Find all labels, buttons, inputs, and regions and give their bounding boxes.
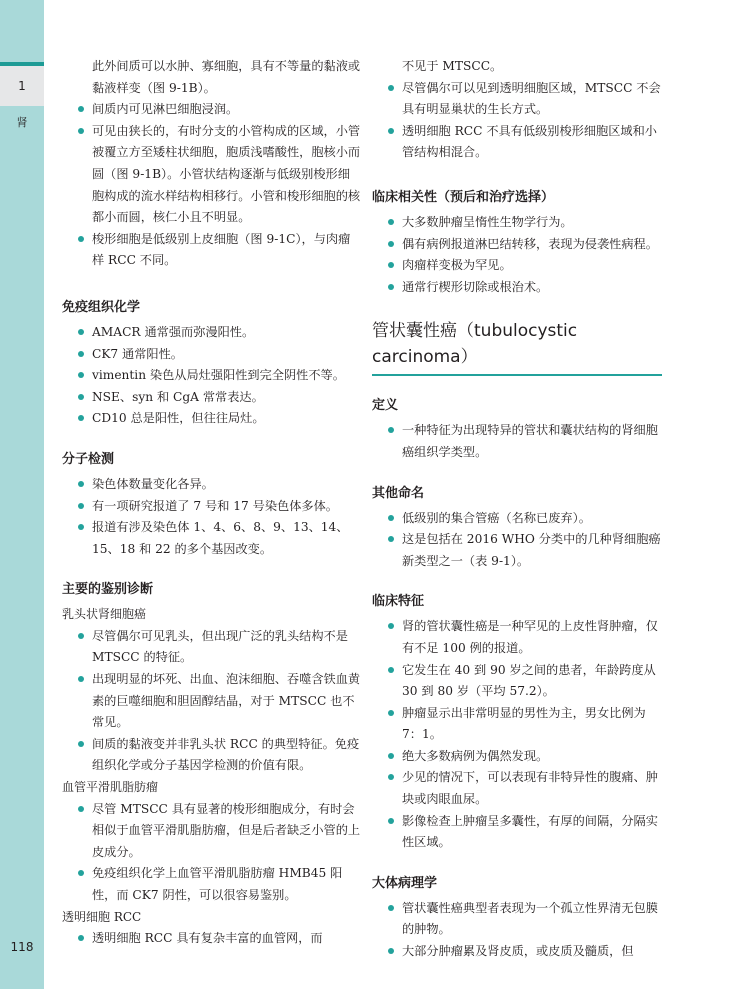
list-item: 一种特征为出现特异的管状和囊状结构的肾细胞癌组织学类型。 <box>372 420 662 463</box>
left-column <box>62 56 362 950</box>
continued-list <box>372 78 662 164</box>
molecular-list <box>62 474 362 560</box>
list-item: CD10 总是阳性，但往往局灶。 <box>62 408 362 430</box>
chapter-label: 肾 <box>16 116 28 129</box>
section-heading-definition: 定义 <box>372 398 399 414</box>
definition-list <box>372 420 662 463</box>
continued-text: 不见于 MTSCC。 <box>402 59 503 73</box>
list-item: 免疫组织化学上血管平滑肌脂肪瘤 HMB45 阳性，而 CK7 阴性，可以很容易鉴别。 <box>62 863 362 906</box>
clinical-features-list <box>372 616 662 854</box>
list-item: vimentin 染色从局灶强阳性到完全阴性不等。 <box>62 365 362 387</box>
section-heading-molecular: 分子检测 <box>62 451 115 467</box>
list-item: 绝大多数病例为偶然发现。 <box>372 746 662 768</box>
list-item: CK7 通常阳性。 <box>62 344 362 366</box>
list-item: 出现明显的坏死、出血、泡沫细胞、吞噬含铁血黄素的巨噬细胞和胆固醇结晶，对于 MTSCC 也不常见。 <box>62 669 362 734</box>
subheading-clear-cell: 透明细胞 RCC <box>62 909 142 924</box>
continued-text: 此外间质可以水肿、寡细胞，具有不等量的黏液或黏液样变（图 9-1B）。 <box>92 59 361 95</box>
list-item: 染色体数量变化各异。 <box>62 474 362 496</box>
section-heading-ihc: 免疫组织化学 <box>62 299 141 315</box>
list-item: AMACR 通常强而弥漫阳性。 <box>62 322 362 344</box>
list-item: 尽管偶尔可以见到透明细胞区域，MTSCC 不会具有明显巢状的生长方式。 <box>372 78 662 121</box>
list-item: 肉瘤样变极为罕见。 <box>372 255 662 277</box>
differential-list-clear-cell <box>62 928 362 950</box>
right-column <box>372 56 662 963</box>
clinical-relevance-list <box>372 212 662 298</box>
section-heading-clinical-features: 临床特征 <box>372 594 425 610</box>
differential-list-papillary <box>62 626 362 777</box>
chapter-number: 1 <box>18 79 26 93</box>
list-item: 这是包括在 2016 WHO 分类中的几种肾细胞癌新类型之一（表 9-1）。 <box>372 529 662 572</box>
list-item: NSE、syn 和 CgA 常常表达。 <box>62 387 362 409</box>
section-heading-clinical-relevance: 临床相关性（预后和治疗选择） <box>372 189 555 205</box>
ihc-list <box>62 322 362 430</box>
list-item: 梭形细胞是低级别上皮细胞（图 9-1C），与肉瘤样 RCC 不同。 <box>62 229 362 272</box>
list-item: 低级别的集合管癌（名称已废弃）。 <box>372 508 662 530</box>
chapter-sidebar <box>0 0 44 989</box>
chapter-tab[interactable] <box>0 62 44 106</box>
gross-pathology-list <box>372 898 662 963</box>
list-item: 它发生在 40 到 90 岁之间的患者，年龄跨度从 30 到 80 岁（平均 57.2）。 <box>372 660 662 703</box>
subheading-papillary: 乳头状肾细胞癌 <box>62 607 147 622</box>
list-item: 通常行楔形切除或根治术。 <box>372 277 662 299</box>
section-heading-gross-pathology: 大体病理学 <box>372 875 438 891</box>
list-item: 少见的情况下，可以表现有非特异性的腹痛、肿块或肉眼血尿。 <box>372 767 662 810</box>
list-item: 尽管 MTSCC 具有显著的梭形细胞成分，有时会相似于血管平滑肌脂肪瘤，但是后者缺乏小管的上皮成分。 <box>62 799 362 864</box>
other-names-list <box>372 508 662 573</box>
differential-list-angiomyolipoma <box>62 799 362 907</box>
page-number: 118 <box>10 940 34 954</box>
subheading-angiomyolipoma: 血管平滑肌脂肪瘤 <box>62 780 159 795</box>
list-item: 影像检查上肿瘤呈多囊性，有厚的间隔，分隔实性区域。 <box>372 811 662 854</box>
section-heading-other-names: 其他命名 <box>372 485 425 501</box>
intro-list <box>62 99 362 272</box>
list-item: 大多数肿瘤呈惰性生物学行为。 <box>372 212 662 234</box>
list-item: 报道有涉及染色体 1、4、6、8、9、13、14、15、18 和 22 的多个基因改变。 <box>62 517 362 560</box>
section-heading-differential: 主要的鉴别诊断 <box>62 582 154 598</box>
list-item: 透明细胞 RCC 不具有低级别梭形细胞区域和小管结构相混合。 <box>372 121 662 164</box>
list-item: 管状囊性癌典型者表现为一个孤立性界清无包膜的肿物。 <box>372 898 662 941</box>
list-item: 尽管偶尔可见乳头，但出现广泛的乳头结构不是 MTSCC 的特征。 <box>62 626 362 669</box>
list-item: 透明细胞 RCC 具有复杂丰富的血管网，而 <box>62 928 362 950</box>
list-item: 有一项研究报道了 7 号和 17 号染色体多体。 <box>62 496 362 518</box>
list-item: 肾的管状囊性癌是一种罕见的上皮性肾肿瘤，仅有不足 100 例的报道。 <box>372 616 662 659</box>
list-item: 偶有病例报道淋巴结转移，表现为侵袭性病程。 <box>372 234 662 256</box>
list-item: 大部分肿瘤累及肾皮质，或皮质及髓质，但 <box>372 941 662 963</box>
list-item: 间质的黏液变并非乳头状 RCC 的典型特征。免疫组织化学或分子基因学检测的价值有限。 <box>62 734 362 777</box>
section-title: 管状囊性癌（tubulocystic carcinoma） <box>372 318 662 376</box>
list-item: 肿瘤显示出非常明显的男性为主，男女比例为 7：1。 <box>372 703 662 746</box>
list-item: 间质内可见淋巴细胞浸润。 <box>62 99 362 121</box>
list-item: 可见由狭长的，有时分支的小管构成的区域，小管被覆立方至矮柱状细胞，胞质浅嗜酸性，胞核小而圆（图 9-1B）。小管状结构逐渐与低级别梭形细胞构成的流水样结构相移行。小管和梭形细胞的核都小而圆，核仁小且不明显。 <box>62 121 362 229</box>
